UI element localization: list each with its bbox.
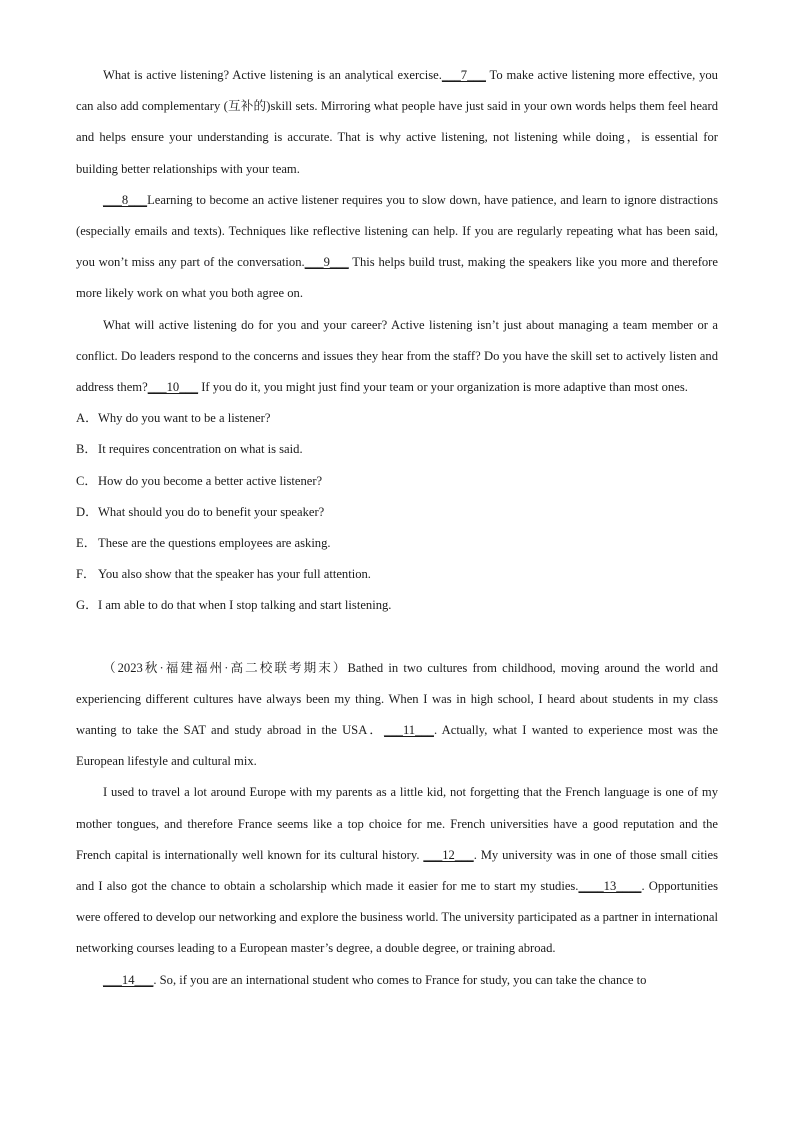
option-f: [76, 559, 718, 590]
paragraph: [76, 185, 718, 310]
paragraph-text: What is active listening? Active listening is an analytical exercise.: [103, 68, 442, 82]
paragraph-text: To make active listening more effective, you can also add complementary (互补的)skill sets. Mirroring what people have just said in your own words helps them feel heard and helps ensure your understanding is accurate. That is why active listening, not listening while doing，is essential for building better relationships with your team.: [76, 68, 718, 176]
option-text: I am able to do that when I stop talking and start listening.: [98, 598, 392, 613]
document-page: [76, 60, 718, 996]
section-gap: [76, 622, 718, 653]
blank-10: ___10___: [147, 380, 199, 395]
paragraph: [76, 777, 718, 964]
option-text: Why do you want to be a listener?: [98, 411, 271, 426]
paragraph-text: . My university was in one of those small cities and I also got the chance to obtain a scholarship which made it easier for me to start my studies.: [76, 847, 718, 894]
paragraph-text: If you do it, you might just find your team or your organization is more adaptive than most ones.: [198, 380, 688, 395]
option-d: [76, 497, 718, 528]
option-letter: A．: [76, 411, 98, 426]
option-text: These are the questions employees are asking.: [98, 536, 331, 551]
option-c: [76, 466, 718, 497]
paragraph-text: Learning to become an active listener requires you to slow down, have patience, and learn to ignore distractions (especially emails and texts). Techniques like reflective listening can help. If you are regularly repeating what has been said, you won’t miss any part of the conversation.: [76, 192, 718, 270]
paragraph-text: What will active listening do for you and your career? Active listening isn’t just about managing a team member or a conflict. Do leaders respond to the concerns and issues they hear from the staff? Do you have the skill set to actively listen and address them?: [76, 317, 718, 395]
option-letter: B．: [76, 442, 97, 457]
option-letter: C．: [76, 473, 97, 488]
blank-14: ___14___: [103, 972, 154, 987]
paragraph: [76, 310, 718, 404]
paragraph: [76, 965, 718, 996]
blank-7: ___7___: [441, 68, 486, 82]
paragraph-text: . Opportunities were offered to develop our networking and explore the business world. The university participated as a partner in international networking courses leading to a European master’s degree, a double degree, or training abroad.: [76, 879, 719, 956]
option-text: It requires concentration on what is said.: [98, 442, 303, 457]
blank-11: ___11___: [384, 723, 434, 738]
option-letter: G．: [76, 598, 98, 613]
blank-13: ____13____: [578, 879, 642, 894]
source-label: （2023秋·福建福州·高二校联考期末）: [103, 660, 348, 675]
paragraph: [76, 60, 718, 185]
option-g: [76, 590, 718, 621]
paragraph-text: . So, if you are an international student who comes to France for study, you can take the chance to: [153, 972, 647, 987]
blank-12: ___12___: [423, 847, 474, 862]
option-text: You also show that the speaker has your full attention.: [98, 567, 371, 582]
blank-8: ___8___: [103, 192, 148, 207]
paragraph-text: This helps build trust, making the speakers like you more and therefore more likely work on what you both agree on.: [76, 255, 718, 301]
option-e: [76, 528, 718, 559]
options-list: [76, 403, 718, 621]
option-letter: E．: [76, 536, 97, 551]
option-text: How do you become a better active listener?: [98, 473, 323, 488]
option-text: What should you do to benefit your speaker?: [98, 504, 325, 519]
option-letter: F．: [76, 567, 96, 582]
paragraph: [76, 653, 718, 778]
option-b: [76, 434, 718, 465]
paragraph-text: . Actually, what I wanted to experience most was the European lifestyle and cultural mix.: [76, 723, 718, 769]
paragraph-text: Bathed in two cultures from childhood, moving around the world and experiencing different cultures have always been my thing. When I was in high school, I heard about students in my class wanting to take the SAT and study abroad in the USA．: [76, 660, 718, 738]
paragraph-text: I used to travel a lot around Europe with my parents as a little kid, not forgetting that the French language is one of my mother tongues, and therefore France seems like a top choice for me. French universities have a good reputation and the French capital is internationally well known for its cultural history.: [76, 785, 718, 862]
blank-9: ___9___: [304, 255, 349, 270]
option-a: [76, 403, 718, 434]
option-letter: D．: [76, 504, 98, 519]
